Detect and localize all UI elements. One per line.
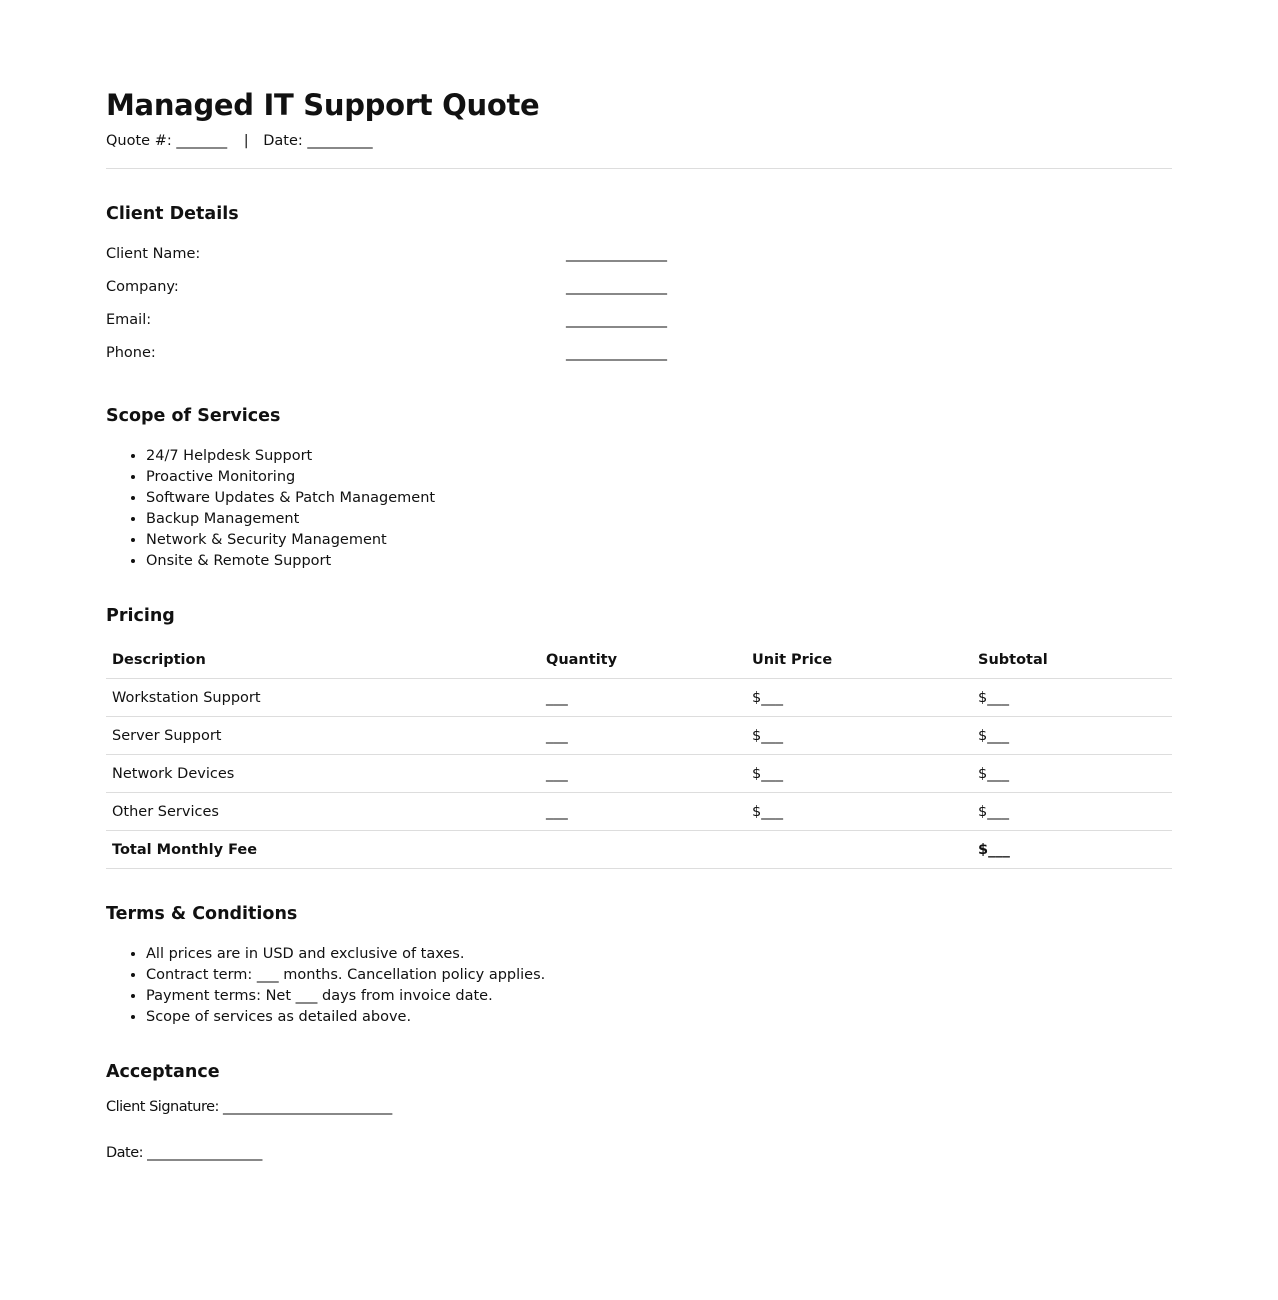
cell-subtotal: $___ [972,755,1172,793]
terms-heading: Terms & Conditions [106,904,298,924]
list-item: • Contract term: ___ months. Cancellation policy applies. [146,965,545,986]
cell-description: Network Devices [106,755,540,793]
list-item: • Network & Security Management [146,530,435,551]
acceptance-date-line: Date: _________________ [106,1145,262,1161]
phone-row [106,345,1172,369]
company-row [106,279,1172,303]
client-signature-line: Client Signature: _________________________ [106,1099,392,1115]
quote-number-field: Quote #: _______ [106,133,228,149]
cell-subtotal: $___ [972,717,1172,755]
total-unit-price [746,831,972,869]
cell-description: Workstation Support [106,679,540,717]
table-row [106,793,1172,831]
list-item: • Software Updates & Patch Management [146,488,435,509]
cell-subtotal: $___ [972,679,1172,717]
total-label: Total Monthly Fee [106,831,540,869]
quote-meta [106,133,373,149]
quote-date-field: Date: _________ [263,133,373,149]
page-title: Managed IT Support Quote [106,88,540,122]
list-item: • All prices are in USD and exclusive of taxes. [146,944,545,965]
cell-unit-price: $___ [746,679,972,717]
total-row [106,831,1172,869]
scope-list [106,446,435,572]
cell-description: Other Services [106,793,540,831]
cell-quantity: ___ [540,679,746,717]
cell-quantity: ___ [540,793,746,831]
pricing-heading: Pricing [106,606,175,626]
client-name-row [106,246,1172,270]
column-header-unit-price: Unit Price [746,641,972,679]
total-subtotal: $___ [972,831,1172,869]
email-blank: ________________ [566,312,666,328]
email-row [106,312,1172,336]
phone-label: Phone: [106,345,156,361]
cell-unit-price: $___ [746,793,972,831]
cell-quantity: ___ [540,717,746,755]
cell-unit-price: $___ [746,755,972,793]
column-header-quantity: Quantity [540,641,746,679]
table-row [106,679,1172,717]
acceptance-heading: Acceptance [106,1062,220,1082]
table-row [106,717,1172,755]
list-item: • Scope of services as detailed above. [146,1007,545,1028]
company-blank: ________________ [566,279,666,295]
pricing-table [106,641,1172,869]
client-name-label: Client Name: [106,246,201,262]
phone-blank: ________________ [566,345,666,361]
cell-subtotal: $___ [972,793,1172,831]
client-details-heading: Client Details [106,204,239,224]
total-quantity [540,831,746,869]
scope-heading: Scope of Services [106,406,281,426]
column-header-subtotal: Subtotal [972,641,1172,679]
header-divider [106,168,1172,169]
meta-separator: | [243,133,249,149]
cell-unit-price: $___ [746,717,972,755]
table-header-row [106,641,1172,679]
list-item: • 24/7 Helpdesk Support [146,446,435,467]
list-item: • Onsite & Remote Support [146,551,435,572]
cell-quantity: ___ [540,755,746,793]
list-item: • Backup Management [146,509,435,530]
terms-list [106,944,545,1028]
list-item: • Payment terms: Net ___ days from invoice date. [146,986,545,1007]
column-header-description: Description [106,641,540,679]
client-name-blank: ________________ [566,246,666,262]
list-item: • Proactive Monitoring [146,467,435,488]
table-row [106,755,1172,793]
email-label: Email: [106,312,152,328]
company-label: Company: [106,279,179,295]
cell-description: Server Support [106,717,540,755]
